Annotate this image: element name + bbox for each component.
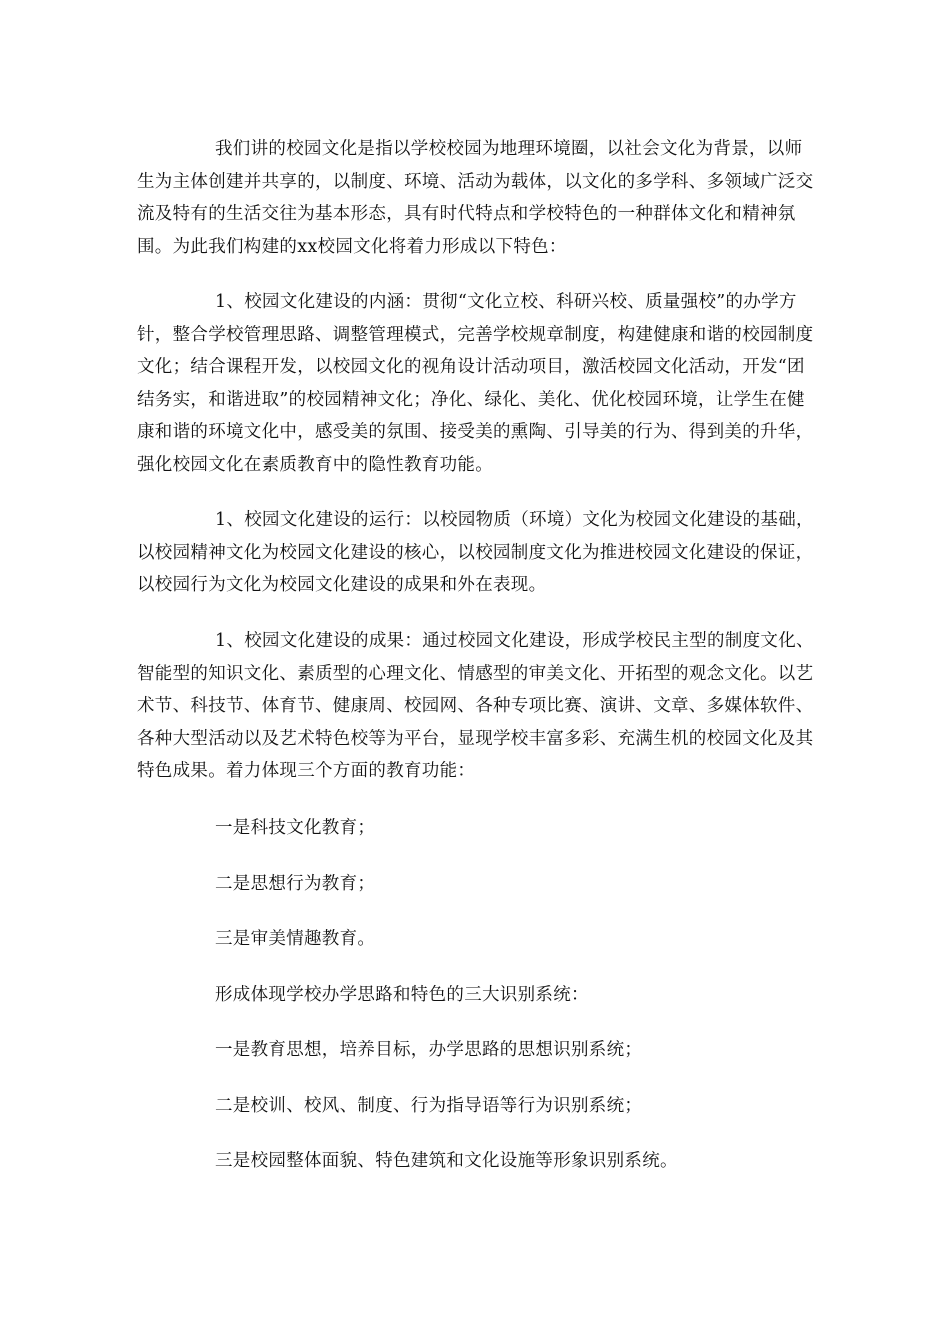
list-item-behavior-identity: 二是校训、校风、制度、行为指导语等行为识别系统； (215, 1096, 643, 1116)
list-item-science-education: 一是科技文化教育； (215, 818, 376, 838)
list-item-thought-education: 二是思想行为教育； (215, 874, 376, 894)
identity-systems-heading: 形成体现学校办学思路和特色的三大识别系统： (215, 985, 589, 1005)
operation-paragraph: 1、校园文化建设的运行：以校园物质（环境）文化为校园文化建设的基础，以校园精神文化为校园文化建设的核心，以校园制度文化为推进校园文化建设的保证，以校园行为文化为校园文化建设的成果和外在表现。 (137, 510, 814, 595)
list-item-aesthetic-education: 三是审美情趣教育。 (215, 929, 376, 949)
list-item-thought-identity: 一是教育思想，培养目标，办学思路的思想识别系统； (215, 1040, 643, 1060)
connotation-paragraph: 1、校园文化建设的内涵：贯彻“文化立校、科研兴校、质量强校”的办学方针，整合学校管理思路、调整管理模式，完善学校规章制度，构建健康和谐的校园制度文化；结合课程开发，以校园文化的视角设计活动项目，激活校园文化活动，开发“团结务实，和谐进取”的校园精神文化；净化、绿化、美化、优化校园环境，让学生在健康和谐的环境文化中，感受美的氛围、接受美的熏陶、引导美的行为、得到美的升华，强化校园文化在素质教育中的隐性教育功能。 (137, 292, 814, 475)
results-paragraph: 1、校园文化建设的成果：通过校园文化建设，形成学校民主型的制度文化、智能型的知识文化、素质型的心理文化、情感型的审美文化、开拓型的观念文化。以艺术节、科技节、体育节、健康周、校园网、各种专项比赛、演讲、文章、多媒体软件、各种大型活动以及艺术特色校等为平台，显现学校丰富多彩、充满生机的校园文化及其特色成果。着力体现三个方面的教育功能： (137, 631, 814, 781)
intro-paragraph: 我们讲的校园文化是指以学校校园为地理环境圈，以社会文化为背景，以师生为主体创建并共享的，以制度、环境、活动为载体，以文化的多学科、多领域广泛交流及特有的生活交往为基本形态，具有时代特点和学校特色的一种群体文化和精神氛围。为此我们构建的xx校园文化将着力形成以下特色： (137, 139, 814, 257)
list-item-visual-identity: 三是校园整体面貌、特色建筑和文化设施等形象识别系统。 (215, 1151, 678, 1171)
